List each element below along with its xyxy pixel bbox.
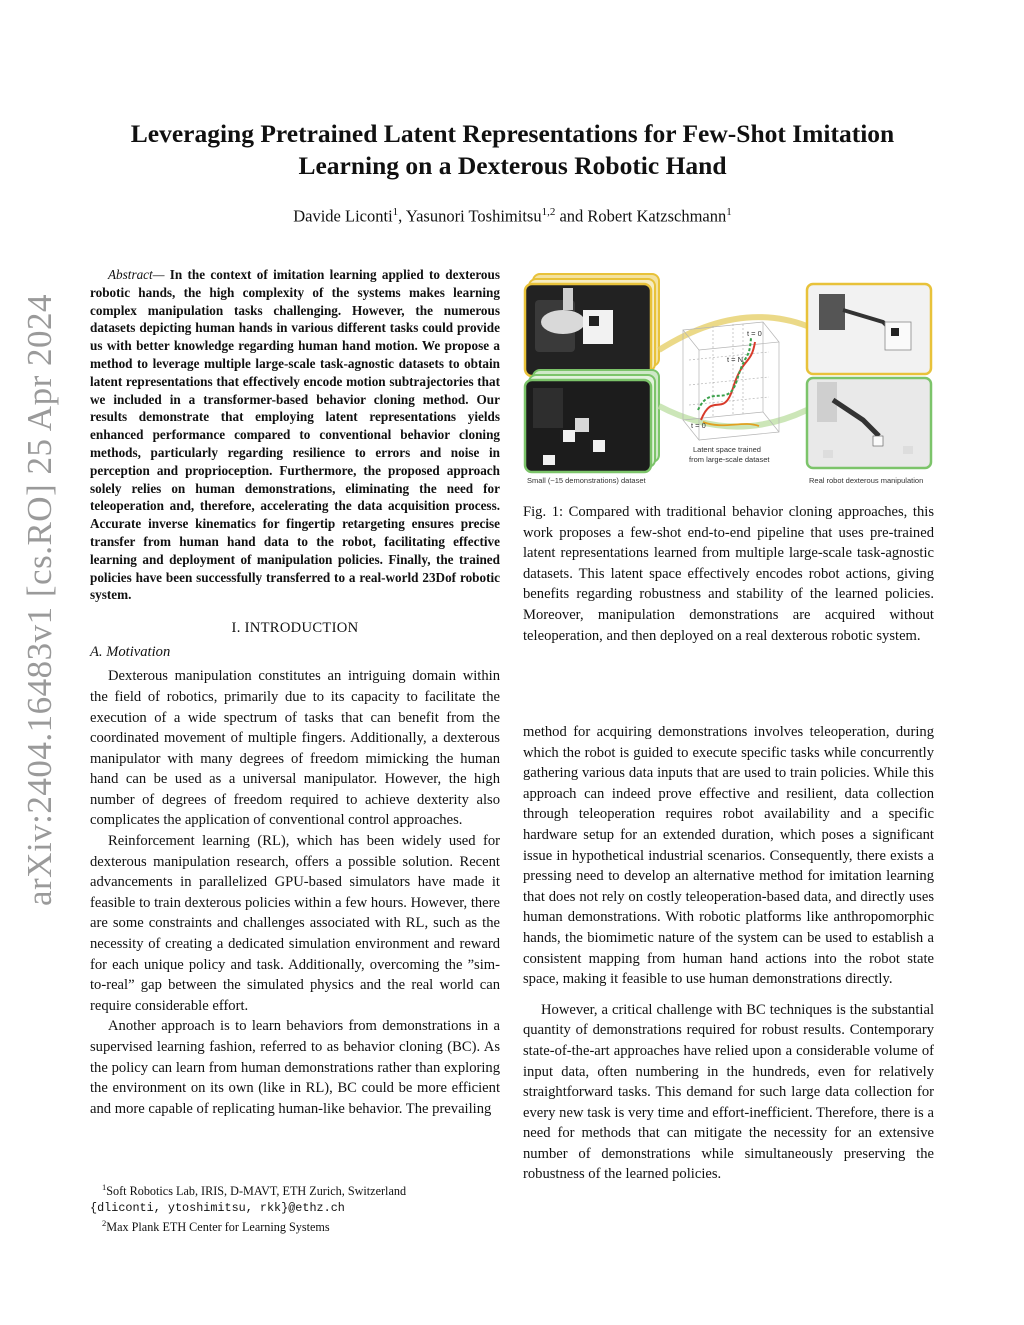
paragraph: method for acquiring demonstrations involves teleoperation, during which the robot is guided to execute specific tasks while concurrently gathering various data inputs that are used to train policies. While this approach can indeed prove effective and resilient, data collection through teleoperation requires robot availability and a specific hardware setup for an extended duration, which poses a significant issue in hypothetical industrial scenarios. Consequently, there exists a pressing need to develop an alternative method for imitation learning that does not rely on costly teleoperation-based data, and directly uses human demonstrations. With robotic platforms like anthropomorphic hands, the biomimetic nature of the system can be used to establish a consistent mapping from human hand actions into the robot state space, making it feasible to use human demonstrations directly. xyxy=(523,724,934,988)
footnote-email xyxy=(90,1200,500,1217)
latent-trajectory-red xyxy=(701,342,755,420)
author-affiliation: 1 xyxy=(392,206,399,218)
author-affiliation: 1,2 xyxy=(541,206,556,218)
section-heading: I. INTRODUCTION xyxy=(231,620,359,637)
author-separator: and xyxy=(555,206,588,226)
footnote-2 xyxy=(90,1216,500,1236)
author-name: Yasunori Toshimitsu xyxy=(405,206,542,226)
author-name: Robert Katzschmann xyxy=(587,206,727,226)
title-line-1: Leveraging Pretrained Latent Representations for Few-Shot Imitation xyxy=(130,119,895,148)
author-name: Davide Liconti xyxy=(293,206,393,226)
footnote-1 xyxy=(90,1180,500,1200)
subsection-heading: A. Motivation xyxy=(90,643,171,660)
abstract xyxy=(90,266,500,604)
robot-photo-top xyxy=(807,284,931,374)
figure-label-latent-1: Latent space trained xyxy=(693,445,761,454)
paragraph: Another approach is to learn behaviors from demonstrations in a supervised learning fashion, referred to as behavior cloning (BC). As the policy can learn from human demonstrations rather than exploring the environment on its own (like in RL), BC could be more efficient and more capable of replicating human-like behavior. The prevailing xyxy=(90,1018,500,1117)
paragraph: Dexterous manipulation constitutes an intriguing domain within the field of robotics, primarily due to its capacity to facilitate the execution of a wide spectrum of tasks that can benefit from the coordinated movement of multiple fingers. Additionally, a dexterous manipulator with many degrees of freedom mimicking the human hand can be used as a universal manipulator. However, the high number of degrees of freedom required to achieve dexterity also complicates the application of conventional control approaches. xyxy=(90,668,500,829)
title-line-2: Learning on a Dexterous Robotic Hand xyxy=(298,151,727,180)
abstract-lead: Abstract— xyxy=(108,267,165,282)
footnote-affiliation: Soft Robotics Lab, IRIS, D-MAVT, ETH Zurich, Switzerland xyxy=(106,1184,407,1199)
figure-label-real-robot: Real robot dexterous manipulation xyxy=(809,476,924,485)
paragraph: Reinforcement learning (RL), which has been widely used for dexterous manipulation research, offers a possible solution. Recent advancements in parallelized GPU-based simulators have made it feasible to train dexterous policies within a few hours. However, there are some constraints and challenges associated with RL, such as the necessity of creating a dedicated simulation environment and reward for each unique policy and task. Additionally, overcoming the ”sim-to-real” gap between the simulated physics and the real world can require considerable effort. xyxy=(90,833,500,1014)
figure-label-latent-2: from large-scale dataset xyxy=(689,455,770,464)
author-list xyxy=(90,206,935,227)
time-label-tn: t = N xyxy=(727,355,744,364)
abstract-text: In the context of imitation learning applied to dexterous robotic hands, the high complexity of the systems makes learning complex manipulation tasks challenging. However, the numerous datasets depicting human hands in various different tasks could provide us with better knowledge regarding human hand motion. We propose a method to leverage multiple large-scale task-agnostic datasets to obtain latent representations that effectively encode motion subtrajectories that we included in a transformer-based behavior cloning method. Our results demonstrate that employing latent representations yields enhanced performance compared to conventional behavior cloning methods, particularly regarding resilience to errors and noise in perception and proprioception. Furthermore, the proposed approach solely relies on human demonstrations, eliminating the need for teleoperation and, therefore, accelerating the data acquisition process. Accurate inverse kinematics for fingertip retargeting ensures precise transfer from human hand data to the robot, facilitating effective learning and deployment of manipulation policies. Finally, the trained policies have been successfully transferred to a real-world 23Dof robotic system. xyxy=(90,267,500,603)
footnotes xyxy=(90,1180,500,1236)
figure-1 xyxy=(523,270,935,490)
left-column xyxy=(90,266,500,1119)
author-affiliation: 1 xyxy=(726,206,732,218)
right-column xyxy=(523,722,934,1185)
footnote-marker: 1 xyxy=(102,1182,107,1192)
figure-label-small-dataset: Small (~15 demonstrations) dataset xyxy=(527,476,646,485)
arxiv-identifier: arXiv:2404.16483v1 [cs.RO] 25 Apr 2024 xyxy=(20,294,59,907)
author-separator: , xyxy=(398,206,406,226)
paper-title xyxy=(90,118,935,182)
figure-caption: Fig. 1: Compared with traditional behavior cloning approaches, this work proposes a few-shot end-to-end pipeline that uses pre-trained latent representations learned from multiple large-scale task-agnostic datasets. This latent space effectively encodes robot actions, giving benefits regarding robustness and stability of the learned policies. Moreover, manipulation demonstrations are acquired without teleoperation, and then deployed on a real dexterous robotic system. xyxy=(523,504,934,644)
author-emails[interactable]: {dliconti, ytoshimitsu, rkk}@ethz.ch xyxy=(90,1200,345,1215)
time-label-t0: t = 0 xyxy=(747,329,762,338)
human-demo-photo-stack-top xyxy=(525,274,659,376)
paragraph: However, a critical challenge with BC techniques is the substantial quantity of demonstrations required for robust results. Contemporary state-of-the-art approaches have relied upon a considerable volume of input data, often numbering in the hundreds, even for relatively straightforward tasks. This demand for such large data collection for every new task is very time and effort-inefficient. Therefore, there is a need for methods that can mitigate the necessity for an extensive number of demonstrations while simultaneously preserving the robustness of the learned policies. xyxy=(523,1001,934,1183)
time-label-t0-b: t = 0 xyxy=(691,421,706,430)
robot-photo-bottom xyxy=(807,378,931,468)
footnote-marker: 2 xyxy=(102,1218,107,1229)
footnote-affiliation: Max Plank ETH Center for Learning Systems xyxy=(106,1220,330,1235)
human-demo-photo-stack-bottom xyxy=(525,370,659,472)
